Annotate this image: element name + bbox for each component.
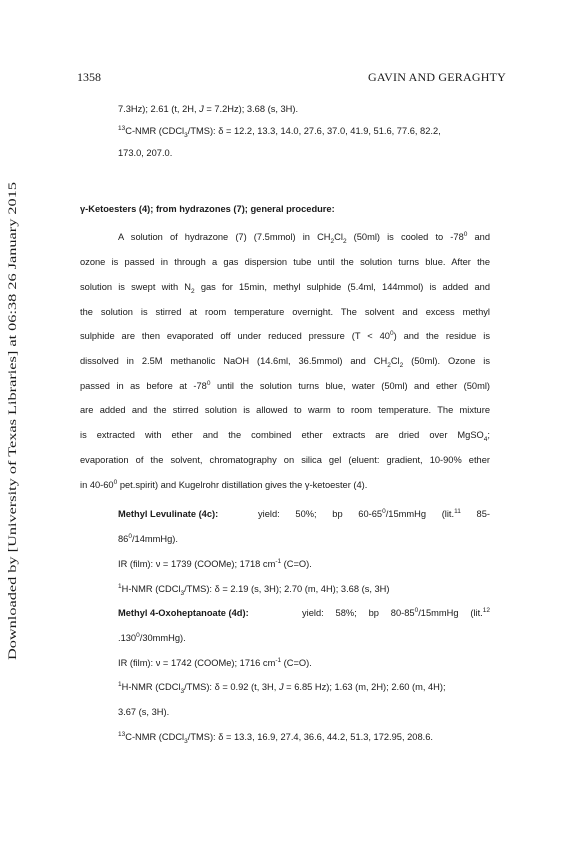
text-line: sulphide are then evaporated off under reduced pressure $(T < 40^0)$ and the residue is xyxy=(80,329,490,341)
text-line: $^1$H-NMR (CDCl$_3$/TMS): δ = 2.19 (s, 3H); 2.70 (m, 4H); 3.68 (s, 3H) xyxy=(118,582,390,597)
text-line: passed in as before at $-78^0$ until the solution turns blue, water (50ml) and ether (50ml) xyxy=(80,379,490,391)
compound-title: Methyl 4-Oxoheptanoate (4d): xyxy=(118,608,249,618)
text-line: $86^0/14mmHg$). xyxy=(118,532,178,544)
compound-title: Methyl Levulinate (4c): xyxy=(118,509,219,519)
text-line: 3.67 (s, 3H). xyxy=(118,707,170,717)
text-line: dissolved in 2.5M methanolic NaOH (14.6ml, 36.5mmol) and $CH_2Cl_2$ (50ml). Ozone is xyxy=(80,356,491,369)
running-head: GAVIN AND GERAGHTY xyxy=(367,70,506,84)
download-watermark xyxy=(2,180,22,660)
text-line: evaporation of the solvent, chromatography on silica gel (eluent: gradient, 10-90% ether xyxy=(80,455,490,465)
text-line: $^1$H-NMR (CDCl$_3$/TMS): δ = 0.92 (t, 3H, J = 6.85 Hz); 1.63 (m, 2H); 2.60 (m, 4H); xyxy=(118,680,446,695)
text-line: yield: 50%; bp $60-65^0/15mmHg$ (lit.$^{11}$ 85- xyxy=(258,507,490,519)
text-line: 173.0, 207.0. xyxy=(118,148,173,158)
section-heading: γ-Ketoesters (4); from hydrazones (7); general procedure: xyxy=(80,204,335,214)
text-line: solution is swept with $N_2$ gas for 15min, methyl sulphide (5.4ml, 144mmol) is added and xyxy=(80,282,490,295)
text-line: A solution of hydrazone (7) (7.5mmol) in $CH_2Cl_2$ (50ml) is cooled to $-78^0$ and xyxy=(118,230,490,245)
text-line: is extracted with ether and the combined ether extracts are dried over MgSO$_4$; xyxy=(80,430,490,443)
page-number: 1358 xyxy=(77,70,101,84)
text-line: IR (film): ν = 1739 (COOMe); 1718 $cm^{-1}$ (C=O). xyxy=(118,557,312,569)
text-line: $^{13}$C-NMR (CDCl$_3$/TMS): δ = 13.3, 16.9, 27.4, 36.6, 44.2, 51.3, 172.95, 208.6. xyxy=(118,730,433,745)
text-line: in $40-60^0$ pet.spirit) and Kugelrohr distillation gives the γ-ketoester (4). xyxy=(80,478,368,490)
text-line: ozone is passed in through a gas dispersion tube until the solution turns blue. After the xyxy=(80,257,490,267)
text-line: 7.3Hz); 2.61 (t, 2H, J = 7.2Hz); 3.68 (s, 3H). xyxy=(118,104,299,114)
text-line: $^{13}$C-NMR (CDCl$_3$/TMS): δ = 12.2, 13.3, 14.0, 27.6, 37.0, 41.9, 51.6, 77.6, 82.2, xyxy=(118,124,441,139)
text-line: IR (film): ν = 1742 (COOMe); 1716 $cm^{-1}$ (C=O). xyxy=(118,656,312,668)
text-line: are added and the stirred solution is allowed to warm to room temperature. The mixture xyxy=(80,405,490,415)
download-watermark-text: Downloaded by [University of Texas Libraries] at 06:38 26 January 2015 xyxy=(6,319,19,660)
text-line: .130$^0$/30mmHg). xyxy=(118,631,186,643)
text-line: yield: 58%; bp $80-85^0/15mmHg$ (lit.$^{12}$ xyxy=(302,606,490,618)
text-line: the solution is stirred at room temperature overnight. The solvent and excess methyl xyxy=(80,307,490,317)
